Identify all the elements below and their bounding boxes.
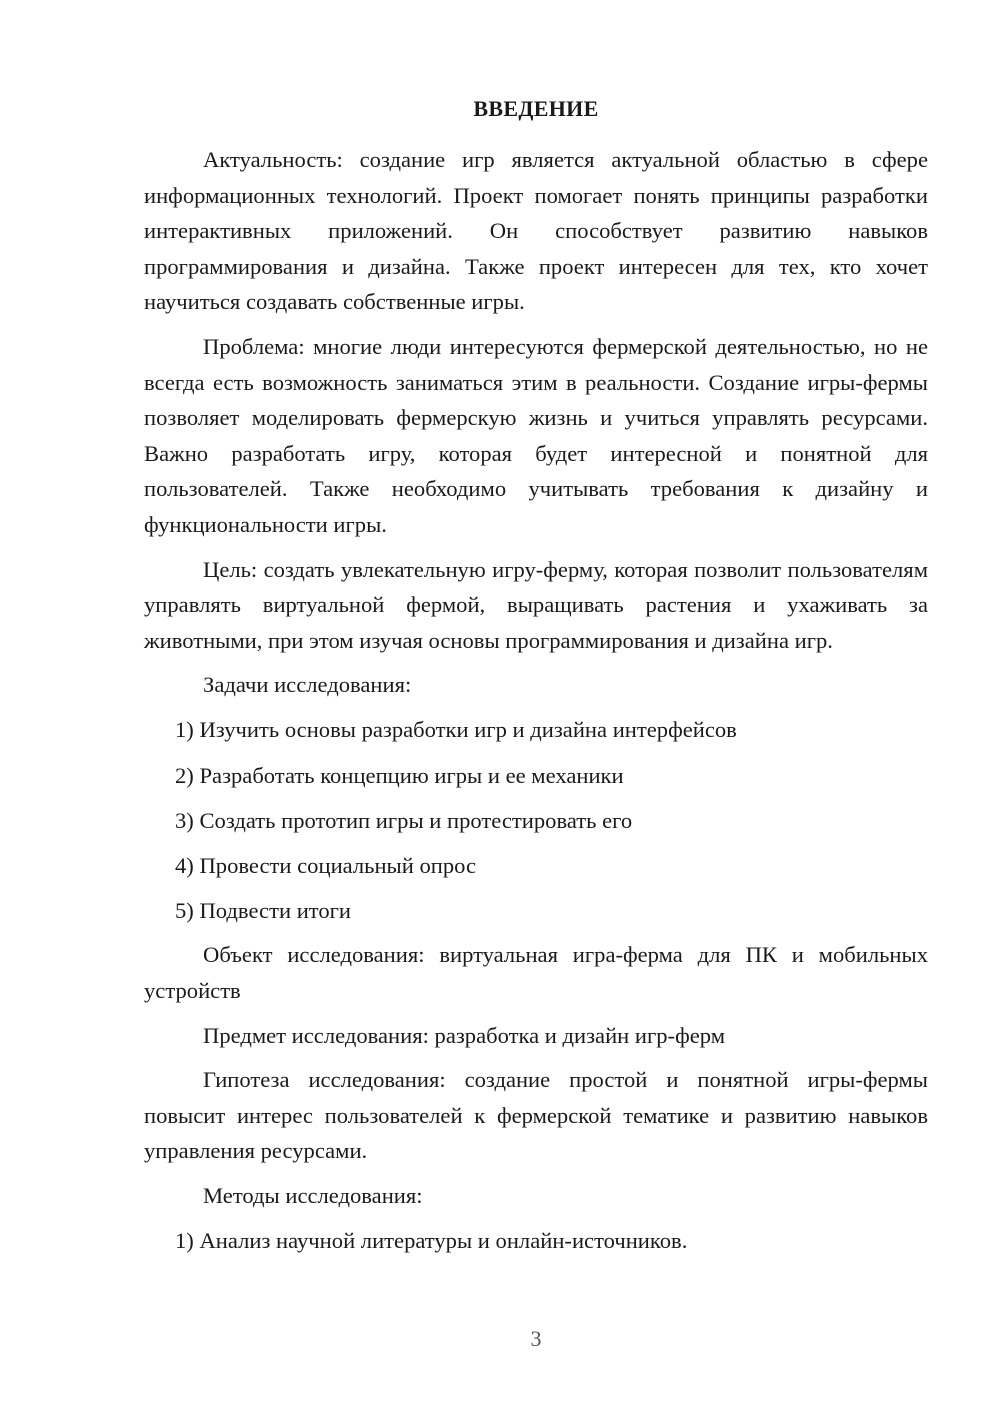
task-item: 5) Подвести итоги [175,897,352,923]
method-item: 1) Анализ научной литературы и онлайн-источников. [175,1228,688,1254]
tasks-title: Задачи исследования: [203,672,412,698]
task-item: 1) Изучить основы разработки игр и дизайна интерфейсов [175,717,737,743]
object-paragraph: Объект исследования: виртуальная игра-ферма для ПК и мобильных устройств [144,942,928,1003]
goal-paragraph: Цель: создать увлекательную игру-ферму, которая позволит пользователям управлять виртуальной фермой, выращивать растения и ухаживать за животными, при этом изучая основы программирования и дизайна игр. [144,556,928,653]
subject-paragraph: Предмет исследования: разработка и дизайн игр-ферм [203,1022,725,1048]
task-item: 4) Провести социальный опрос [175,852,477,878]
page-number: 3 [530,1326,542,1351]
hypothesis-paragraph: Гипотеза исследования: создание простой и понятной игры-фермы повысит интерес пользователей к фермерской тематике и развитию навыков управления ресурсами. [144,1067,928,1164]
body-text [144,142,928,1259]
task-item: 2) Разработать концепцию игры и ее механики [175,762,624,788]
section-heading: ВВЕДЕНИЕ [473,96,599,121]
problem-paragraph: Проблема: многие люди интересуются фермерской деятельностью, но не всегда есть возможность заниматься этим в реальности. Создание игры-фермы позволяет моделировать фермерскую жизнь и учиться управлять ресурсами. Важно разработать игру, которая будет интересной и понятной для пользователей. Также необходимо учитывать требования к дизайну и функциональности игры. [144,333,928,537]
task-item: 3) Создать прототип игры и протестировать его [175,807,633,833]
methods-title: Методы исследования: [203,1182,423,1208]
relevance-paragraph: Актуальность: создание игр является актуальной областью в сфере информационных технологий. Проект помогает понять принципы разработки интерактивных приложений. Он способствует развитию навыков программирования и дизайна. Также проект интересен для тех, кто хочет научиться создавать собственные игры. [144,147,928,315]
